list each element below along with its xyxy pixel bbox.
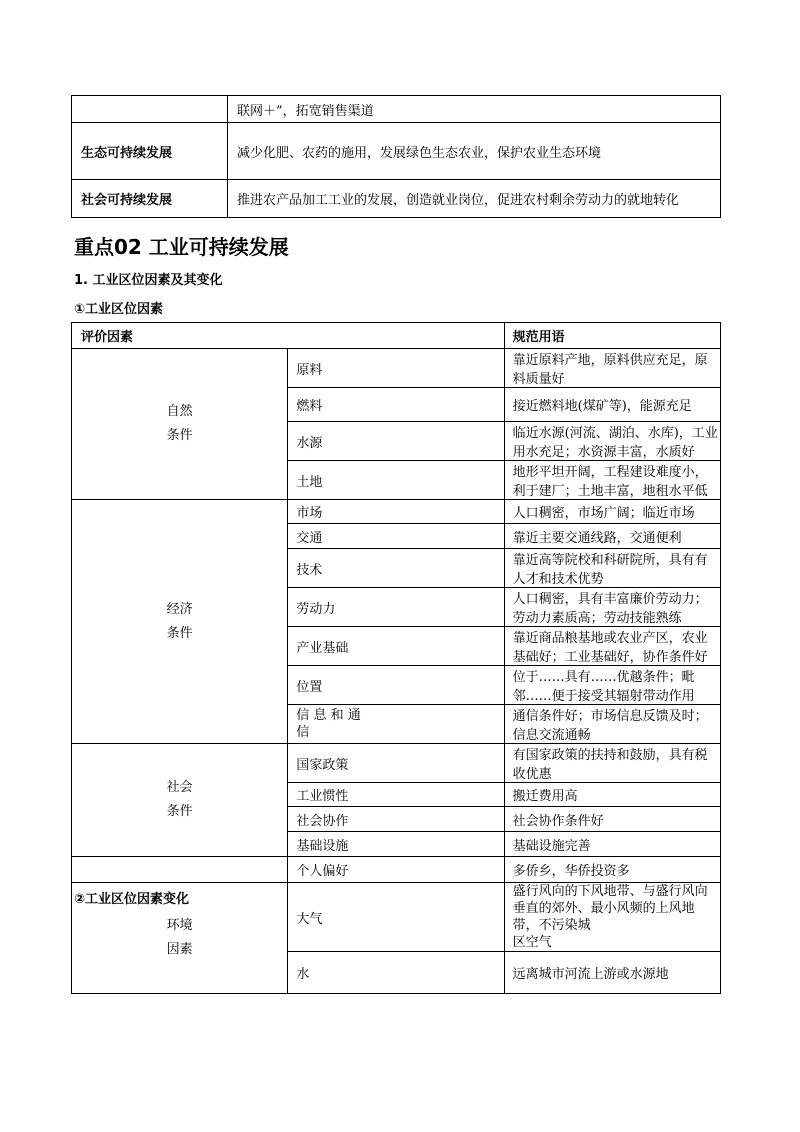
- factor-line: 信 息 和 通: [296, 708, 361, 723]
- factor-cell: 燃料: [288, 388, 504, 422]
- row-text: 减少化肥、农药的施用，发展绿色生态农业，保护农业生态环境: [228, 123, 721, 180]
- desc-cell: 基础设施完善: [504, 832, 720, 857]
- section-heading: 重点02 工业可持续发展: [74, 235, 289, 259]
- factor-cell: 社会协作: [288, 807, 504, 832]
- desc-line: 区空气: [512, 935, 552, 950]
- group-label-line: 因素: [166, 942, 193, 957]
- row-text: 推进农产品加工工业的发展，创造就业岗位，促进农村剩余劳动力的就地转化: [228, 180, 721, 218]
- desc-cell: 人口稠密，市场广阔；临近市场: [504, 500, 720, 524]
- factor-cell: 国家政策: [288, 744, 504, 783]
- factor-cell: 市场: [288, 500, 504, 524]
- table-header-row: [72, 323, 721, 349]
- row-label: 社会可持续发展: [72, 180, 228, 218]
- table-row: [72, 500, 721, 524]
- desc-cell: 靠近主要交通线路，交通便利: [504, 524, 720, 549]
- group-label-line: 环境: [166, 918, 193, 933]
- factor-cell: [288, 705, 504, 744]
- group-label: [72, 744, 288, 857]
- factor-cell: 产业基础: [288, 627, 504, 666]
- factor-cell: 工业惯性: [288, 783, 504, 807]
- factor-cell: 原料: [288, 349, 504, 388]
- table-row: [72, 349, 721, 388]
- factor-cell: 大气: [288, 883, 504, 952]
- header-factor: 评价因素: [72, 323, 505, 349]
- desc-cell: 地形平坦开阔，工程建设难度小，利于建厂；土地丰富，地租水平低: [504, 461, 720, 500]
- group-label-line: 经济: [166, 601, 193, 617]
- factor-cell: 土地: [288, 461, 504, 500]
- desc-cell: 位于……具有……优越条件；毗邻……便于接受其辐射带动作用: [504, 666, 720, 705]
- table-row: [72, 123, 721, 180]
- group-label-line: 条件: [166, 804, 193, 819]
- sustainable-development-table: [71, 95, 721, 218]
- table-row: [72, 857, 721, 883]
- desc-cell: 通信条件好；市场信息反馈及时；信息交流通畅: [504, 705, 720, 744]
- group-label-line: 条件: [166, 428, 193, 443]
- desc-cell: 接近燃料地(煤矿等)，能源充足: [504, 388, 720, 422]
- group-label: [72, 500, 288, 744]
- table-row: [72, 744, 721, 783]
- desc-cell: 靠近原料产地，原料供应充足，原料质量好: [504, 349, 720, 388]
- factor-cell: 水源: [288, 422, 504, 461]
- factor-line: 信: [296, 725, 310, 740]
- factor-cell: 技术: [288, 549, 504, 588]
- desc-line: 盛行风向的下风地带、与盛行风向垂直的郊外、最小风频的上风地带，不污染城: [512, 884, 708, 933]
- desc-cell: 搬迁费用高: [504, 783, 720, 807]
- subsection-title: ②工业区位因素变化: [74, 892, 190, 907]
- subsection-title: ①工业区位因素: [74, 302, 164, 317]
- group-label-line: 条件: [166, 625, 193, 641]
- factor-cell: 位置: [288, 666, 504, 705]
- group-label: [72, 349, 288, 500]
- factor-cell: 交通: [288, 524, 504, 549]
- group-label-line: 社会: [166, 780, 193, 795]
- factor-cell: 劳动力: [288, 588, 504, 627]
- desc-cell: 临近水源(河流、湖泊、水库)，工业用水充足；水资源丰富，水质好: [504, 422, 720, 461]
- table-row: [72, 96, 721, 123]
- desc-cell: 有国家政策的扶持和鼓励，具有税收优惠: [504, 744, 720, 783]
- desc-cell: 靠近商品粮基地或农业产区，农业基础好；工业基础好，协作条件好: [504, 627, 720, 666]
- factor-cell: 个人偏好: [288, 857, 504, 883]
- group-label-line: 自然: [166, 404, 193, 419]
- header-term: 规范用语: [504, 323, 720, 349]
- row-text: 联网＋”，拓宽销售渠道: [228, 96, 721, 123]
- row-label: [72, 96, 228, 123]
- group-label-empty: [72, 857, 288, 883]
- desc-cell: 多侨乡，华侨投资多: [504, 857, 720, 883]
- factor-cell: 水: [288, 952, 504, 994]
- desc-cell: [504, 883, 720, 952]
- row-label: 生态可持续发展: [72, 123, 228, 180]
- desc-cell: 人口稠密，具有丰富廉价劳动力；劳动力素质高；劳动技能熟练: [504, 588, 720, 627]
- desc-cell: 社会协作条件好: [504, 807, 720, 832]
- table-row: [72, 180, 721, 218]
- section-subtitle: 1. 工业区位因素及其变化: [74, 273, 223, 288]
- desc-cell: 远离城市河流上游或水源地: [504, 952, 720, 994]
- factor-cell: 基础设施: [288, 832, 504, 857]
- desc-cell: 靠近高等院校和科研院所，具有有人才和技术优势: [504, 549, 720, 588]
